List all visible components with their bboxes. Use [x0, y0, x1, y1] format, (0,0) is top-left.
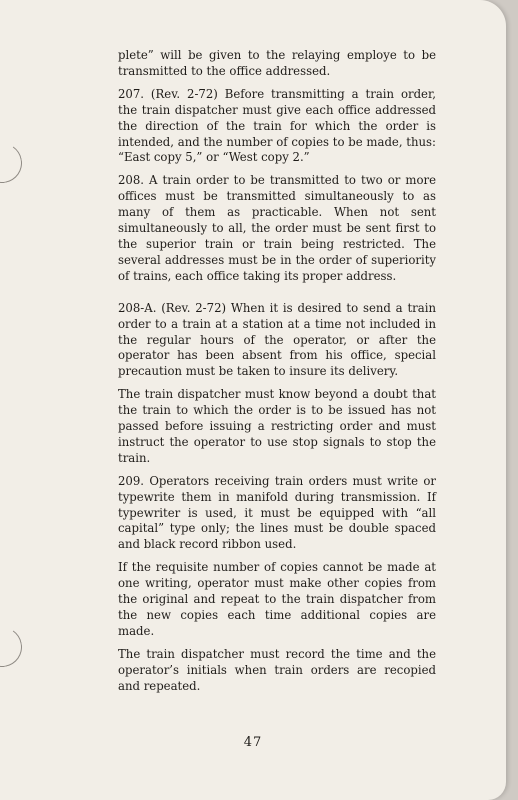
paragraph-dispatcher-instruction: The train dispatcher must know beyond a doubt that the train to which the order is to be issued has not passed before issuing a restricting order and must instruct the operator to use stop signals to stop the train.	[118, 387, 436, 465]
paragraph-rule-208: 208. A train order to be transmitted to two or more offices must be transmitted simultaneously to as many of them as practicable. When not sent simultaneously to all, the order must be sent first to the superior train or train being restricted. The several addresses must be in the order of superiority of trains, each office taking its proper address.	[118, 173, 436, 283]
paragraph-continuation: plete” will be given to the relaying employe to be transmitted to the office addressed.	[118, 48, 436, 78]
punch-hole-bottom	[0, 624, 25, 670]
paragraph-record-time: The train dispatcher must record the time and the operator’s initials when train orders are recopied and repeated.	[118, 646, 436, 693]
paragraph-rule-208a: 208-A. (Rev. 2-72) When it is desired to send a train order to a train at a station at a time not included in the regular hours of the operator, or after the operator has been absent from his office, special precaution must be taken to insure its delivery.	[118, 300, 436, 379]
page-text-body	[118, 48, 436, 702]
punch-hole-top	[0, 140, 25, 186]
page-number: 47	[243, 735, 263, 750]
paragraph-rule-209: 209. Operators receiving train orders must write or typewrite them in manifold during transmission. If typewriter is used, it must be equipped with “all capital” type only; the lines must be double spaced and black record ribbon used.	[118, 473, 436, 552]
paragraph-rule-207: 207. (Rev. 2-72) Before transmitting a train order, the train dispatcher must give each office addressed the direction of the train for which the order is intended, and the number of copies to be made, thus: “East copy 5,” or “West copy 2.”	[118, 86, 436, 165]
paragraph-copies: If the requisite number of copies cannot be made at one writing, operator must make other copies from the original and repeat to the train dispatcher from the new copies each time additional copies are made.	[118, 560, 436, 638]
